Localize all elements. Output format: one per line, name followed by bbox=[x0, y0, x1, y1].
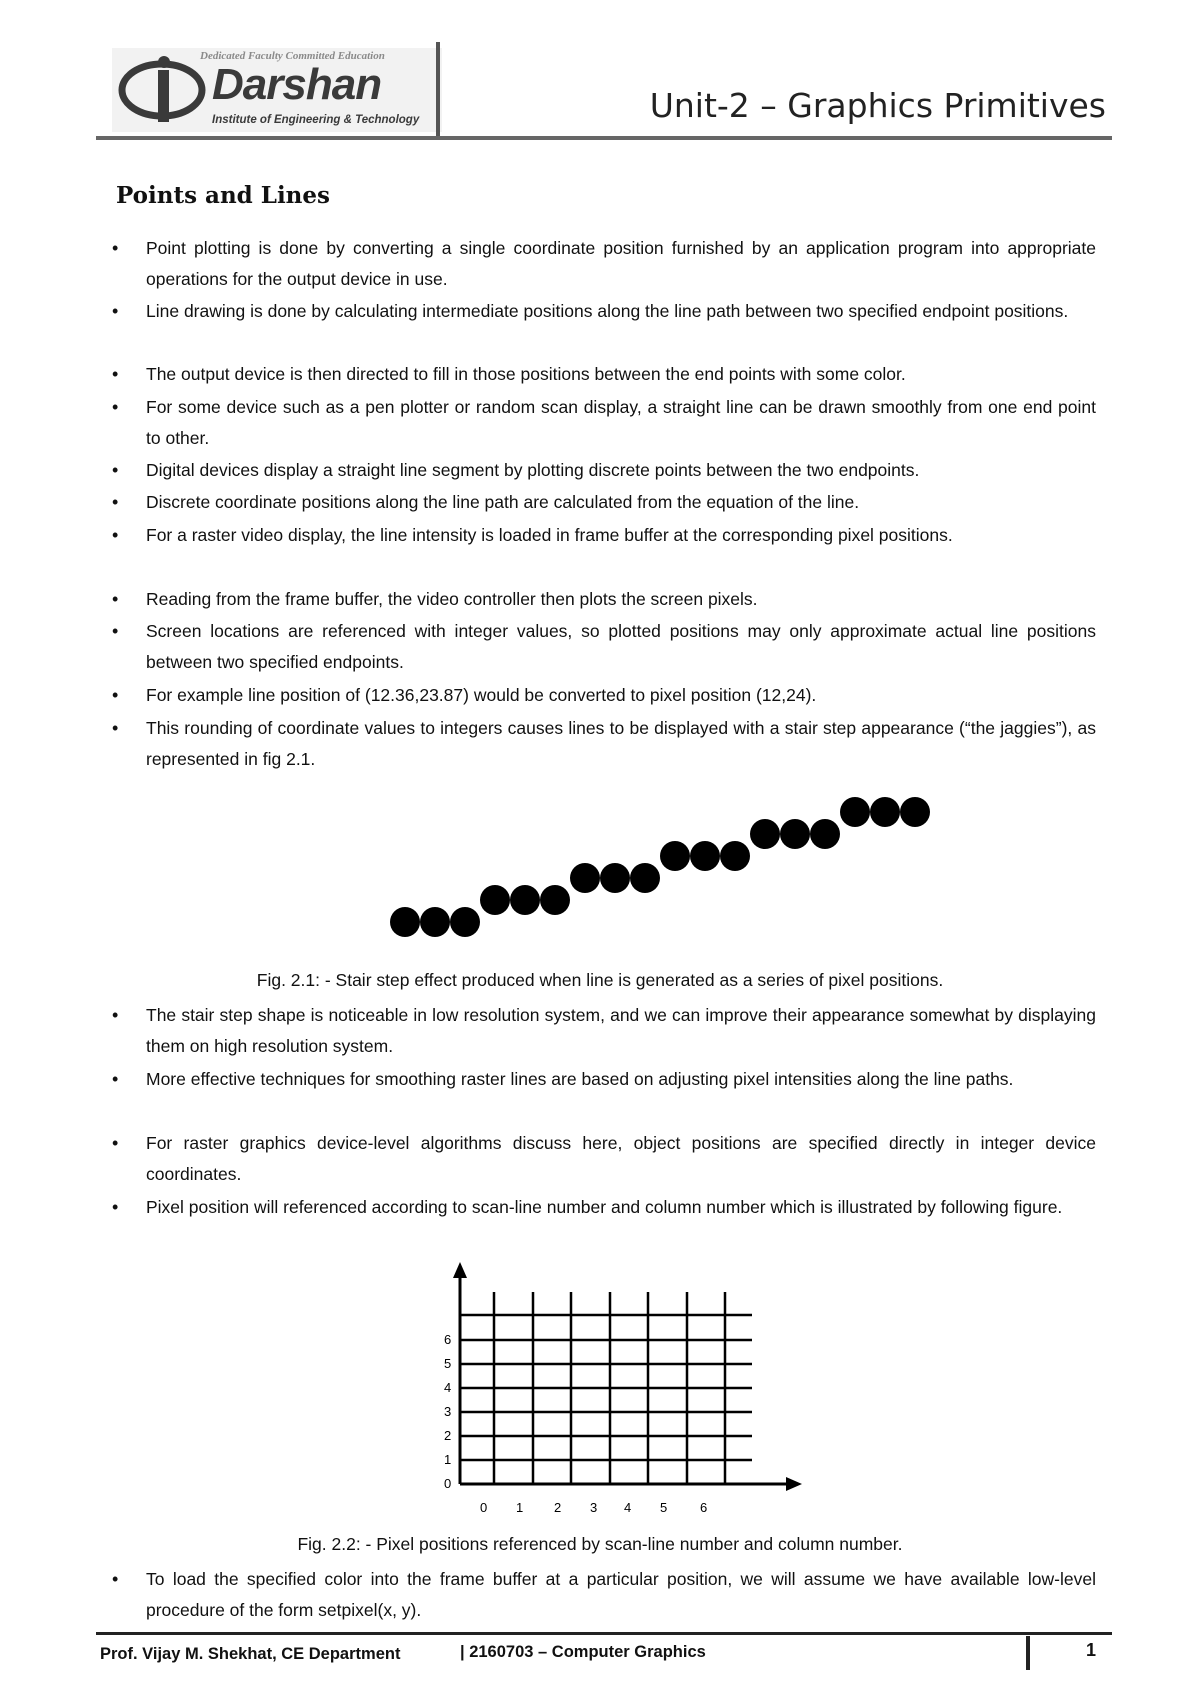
page-number: 1 bbox=[1086, 1640, 1097, 1660]
pixel-dot bbox=[540, 885, 570, 915]
darshan-logo-icon bbox=[116, 52, 206, 128]
x-axis-arrow-icon bbox=[786, 1477, 802, 1491]
pixel-dot bbox=[570, 863, 600, 893]
bullet-item: • For example line position of (12.36,23.87) would be converted to pixel position (12,24). bbox=[146, 680, 1096, 711]
pixel-dot bbox=[510, 885, 540, 915]
x-tick-label: 4 bbox=[624, 1500, 632, 1515]
bullet-item: • Point plotting is done by converting a single coordinate position furnished by an application program into appropriate operations for the output device in use. bbox=[146, 233, 1096, 295]
bullet-item: • For some device such as a pen plotter or random scan display, a straight line can be drawn smoothly from one end point to other. bbox=[146, 392, 1096, 454]
pixel-dot bbox=[420, 907, 450, 937]
figure-caption-2-2: Fig. 2.2: - Pixel positions referenced by scan-line number and column number. bbox=[297, 1534, 903, 1554]
x-tick-label: 6 bbox=[700, 1500, 708, 1515]
footer-author: Prof. Vijay M. Shekhat, CE Department bbox=[100, 1645, 401, 1663]
y-tick-label: 4 bbox=[444, 1380, 452, 1395]
header-divider bbox=[436, 42, 440, 138]
pixel-dot bbox=[450, 907, 480, 937]
pixel-dot bbox=[900, 797, 930, 827]
footer-rule bbox=[96, 1632, 1112, 1635]
x-tick-label: 2 bbox=[554, 1500, 562, 1515]
pixel-dot bbox=[780, 819, 810, 849]
y-axis-arrow-icon bbox=[453, 1262, 467, 1278]
pixel-dot bbox=[720, 841, 750, 871]
bullet-item: • Discrete coordinate positions along the line path are calculated from the equation of the line. bbox=[146, 487, 1096, 518]
x-tick-label: 3 bbox=[590, 1500, 598, 1515]
y-tick-label: 6 bbox=[444, 1332, 452, 1347]
pixel-dot bbox=[480, 885, 510, 915]
bullet-item: • This rounding of coordinate values to integers causes lines to be displayed with a stair step appearance (“the jaggies”), as represented in fig 2.1. bbox=[146, 713, 1096, 775]
bullet-item: • Reading from the frame buffer, the video controller then plots the screen pixels. bbox=[146, 584, 1096, 615]
pixel-dot bbox=[690, 841, 720, 871]
figure-caption-2-1: Fig. 2.1: - Stair step effect produced when line is generated as a series of pixel positions. bbox=[256, 970, 944, 990]
bullet-item: • To load the specified color into the frame buffer at a particular position, we will assume we have available low-level procedure of the form setpixel(x, y). bbox=[146, 1564, 1096, 1626]
unit-title: Unit-2 – Graphics Primitives bbox=[649, 86, 1106, 125]
logo-subtitle: Institute of Engineering & Technology bbox=[212, 114, 420, 126]
y-tick-label: 2 bbox=[444, 1428, 452, 1443]
x-tick-label: 5 bbox=[660, 1500, 668, 1515]
logo-name: Darshan bbox=[212, 60, 382, 109]
section-title: Points and Lines bbox=[116, 182, 330, 209]
y-tick-label: 3 bbox=[444, 1404, 452, 1419]
footer-divider bbox=[1026, 1636, 1030, 1670]
logo-tagline: Dedicated Faculty Committed Education bbox=[200, 50, 385, 62]
pixel-dot bbox=[630, 863, 660, 893]
bullet-item: • For a raster video display, the line intensity is loaded in frame buffer at the corresponding pixel positions. bbox=[146, 520, 1096, 551]
bullet-item: • For raster graphics device-level algorithms discuss here, object positions are specified directly in integer device coordinates. bbox=[146, 1128, 1096, 1190]
y-tick-label: 1 bbox=[444, 1452, 452, 1467]
bullet-item: • Line drawing is done by calculating intermediate positions along the line path between two specified endpoint positions. bbox=[146, 296, 1096, 327]
bullet-item: • Pixel position will referenced according to scan-line number and column number which is illustrated by following figure. bbox=[146, 1192, 1096, 1223]
pixel-dot bbox=[600, 863, 630, 893]
pixel-dot bbox=[810, 819, 840, 849]
pixel-grid-figure bbox=[430, 1262, 810, 1522]
x-tick-label: 1 bbox=[516, 1500, 524, 1515]
pixel-dot bbox=[660, 841, 690, 871]
pixel-dot bbox=[870, 797, 900, 827]
bullet-item: • The stair step shape is noticeable in low resolution system, and we can improve their appearance somewhat by displaying them on high resolution system. bbox=[146, 1000, 1096, 1062]
pixel-dot bbox=[840, 797, 870, 827]
bullet-item: • Screen locations are referenced with integer values, so plotted positions may only approximate actual line positions between two specified endpoints. bbox=[146, 616, 1096, 678]
pixel-dot bbox=[750, 819, 780, 849]
x-tick-label: 0 bbox=[480, 1500, 488, 1515]
bullet-item: • Digital devices display a straight line segment by plotting discrete points between the two endpoints. bbox=[146, 455, 1096, 486]
header-rule bbox=[96, 136, 1112, 140]
y-tick-label: 5 bbox=[444, 1356, 452, 1371]
bullet-item: • The output device is then directed to fill in those positions between the end points with some color. bbox=[146, 359, 1096, 390]
bullet-item: • More effective techniques for smoothing raster lines are based on adjusting pixel intensities along the line paths. bbox=[146, 1064, 1096, 1095]
footer-course: | 2160703 – Computer Graphics bbox=[460, 1643, 706, 1661]
pixel-dot bbox=[390, 907, 420, 937]
stair-step-figure bbox=[380, 788, 940, 948]
y-tick-label: 0 bbox=[444, 1476, 452, 1491]
